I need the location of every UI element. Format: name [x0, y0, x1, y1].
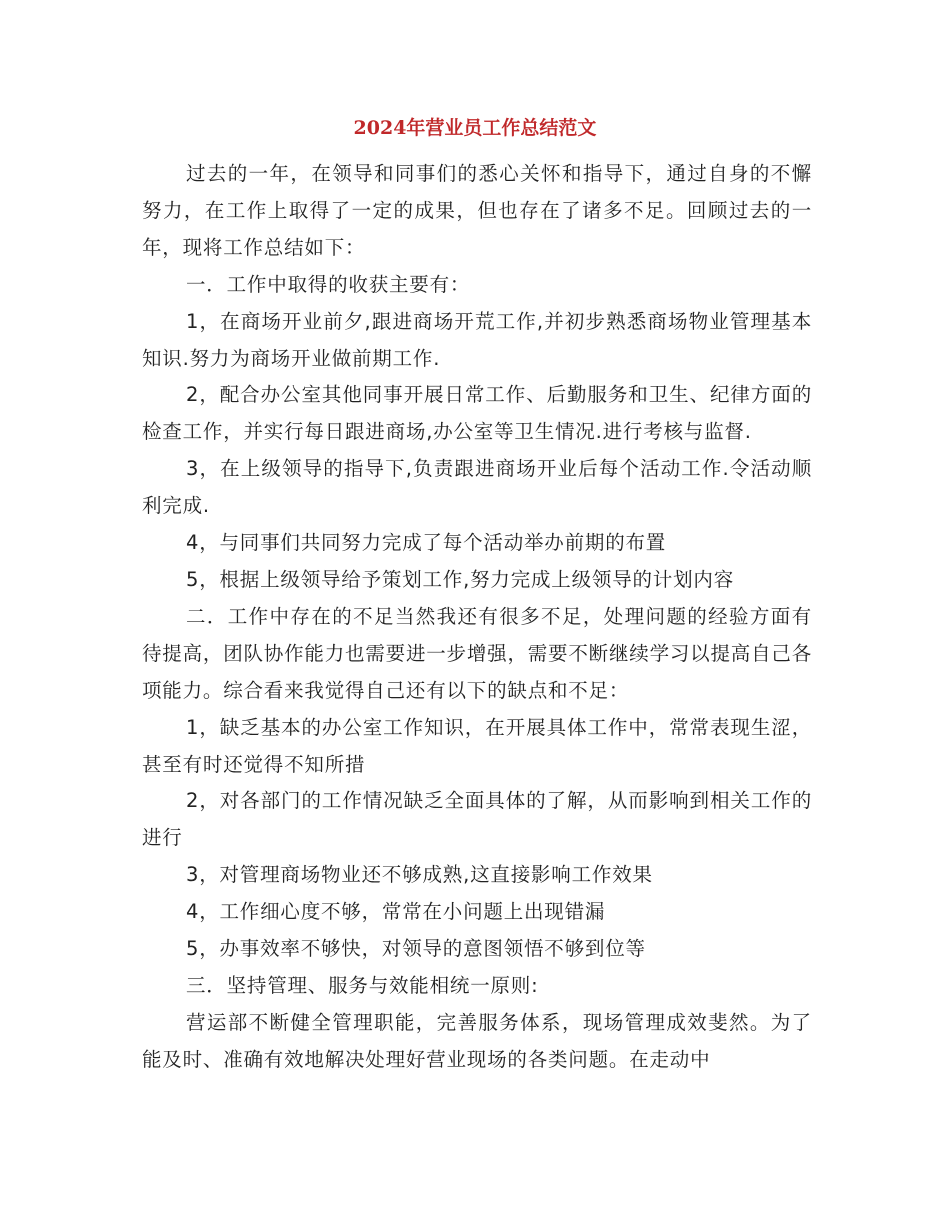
paragraph-operations: 营运部不断健全管理职能，完善服务体系，现场管理成效斐然。为了能及时、准确有效地解决处理好营业现场的各类问题。在走动中 — [142, 1010, 812, 1071]
list-item: 5，办事效率不够快，对领导的意图领悟不够到位等 — [186, 937, 646, 961]
list-item: 5，根据上级领导给予策划工作,努力完成上级领导的计划内容 — [186, 567, 735, 591]
document-body — [142, 156, 812, 1079]
list-item: 4，工作细心度不够，常常在小问题上出现错漏 — [186, 900, 606, 924]
list-item: 2，配合办公室其他同事开展日常工作、后勤服务和卫生、纪律方面的检查工作，并实行每日跟进商场,办公室等卫生情况.进行考核与监督. — [142, 383, 812, 444]
paragraph-intro: 过去的一年，在领导和同事们的悉心关怀和指导下，通过自身的不懈努力，在工作上取得了一定的成果，但也存在了诸多不足。回顾过去的一年，现将工作总结如下： — [142, 162, 812, 259]
list-item: 3，对管理商场物业还不够成熟,这直接影响工作效果 — [186, 863, 653, 887]
list-item: 1，缺乏基本的办公室工作知识，在开展具体工作中，常常表现生涩，甚至有时还觉得不知所措 — [142, 715, 812, 776]
list-item: 4，与同事们共同努力完成了每个活动举办前期的布置 — [186, 531, 667, 555]
list-item: 1，在商场开业前夕,跟进商场开荒工作,并初步熟悉商场物业管理基本知识.努力为商场开业做前期工作. — [142, 309, 812, 370]
list-item: 3，在上级领导的指导下,负责跟进商场开业后每个活动工作.令活动顺利完成. — [142, 457, 812, 518]
section-heading-shortcomings: 二．工作中存在的不足当然我还有很多不足，处理问题的经验方面有待提高，团队协作能力也需要进一步增强，需要不断继续学习以提高自己各项能力。综合看来我觉得自己还有以下的缺点和不足： — [142, 604, 812, 702]
document-title: 2024年营业员工作总结范文 — [353, 117, 597, 139]
list-item: 2，对各部门的工作情况缺乏全面具体的了解，从而影响到相关工作的进行 — [142, 789, 812, 850]
section-heading-gains: 一．工作中取得的收获主要有： — [186, 272, 471, 296]
section-heading-principle: 三．坚持管理、服务与效能相统一原则: — [186, 973, 539, 997]
